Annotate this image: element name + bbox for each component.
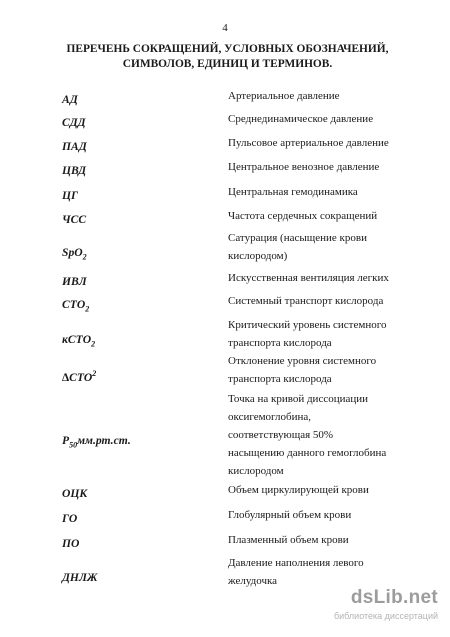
term-definition-line: соответствующая 50% bbox=[228, 429, 334, 441]
term-abbreviation-base: P bbox=[62, 434, 70, 447]
term-definition-line: Сатурация (насыщение крови bbox=[228, 232, 367, 244]
term-definition-line: транспорта кислорода bbox=[228, 337, 332, 349]
term-definition-line: Искусственная вентиляция легких bbox=[228, 272, 389, 284]
term-definition bbox=[228, 158, 423, 176]
term-definition-line: Центральное венозное давление bbox=[228, 161, 380, 173]
term-definition-line: транспорта кислорода bbox=[228, 373, 332, 385]
term-abbreviation-subscript: 2 bbox=[85, 304, 90, 314]
term-definition-line: Глобулярный объем крови bbox=[228, 509, 352, 521]
term-definition-line: Давление наполнения левого bbox=[228, 557, 364, 569]
term-definition-line: Точка на кривой диссоциации bbox=[228, 393, 369, 405]
heading-line: ПЕРЕЧЕНЬ СОКРАЩЕНИЙ, УСЛОВНЫХ ОБОЗНАЧЕНИЙ, bbox=[66, 43, 389, 55]
term-abbreviation: ПО bbox=[62, 537, 80, 550]
term-abbreviation bbox=[62, 298, 212, 313]
term-abbreviation-base: СТО bbox=[62, 298, 86, 311]
page-heading bbox=[40, 42, 415, 72]
term-abbreviation: ОЦК bbox=[62, 487, 88, 500]
term-definition bbox=[228, 531, 423, 549]
heading-line: СИМВОЛОВ, ЕДИНИЦ И ТЕРМИНОВ. bbox=[122, 58, 333, 70]
term-definition-line: Критический уровень системного bbox=[228, 319, 387, 331]
term-definition bbox=[228, 481, 423, 499]
term-definition bbox=[228, 207, 423, 225]
term-definition bbox=[228, 316, 423, 352]
term-definition bbox=[228, 269, 423, 287]
watermark-subtitle: библиотека диссертаций bbox=[333, 611, 438, 621]
term-definition bbox=[228, 506, 423, 524]
watermark bbox=[318, 587, 438, 627]
term-abbreviation: ИВЛ bbox=[62, 275, 87, 288]
term-definition bbox=[228, 390, 423, 480]
term-definition-line: кислородом bbox=[228, 465, 284, 477]
page-number: 4 bbox=[222, 22, 228, 34]
term-definition bbox=[228, 134, 423, 152]
term-abbreviation bbox=[62, 333, 212, 348]
term-definition bbox=[228, 292, 423, 310]
term-abbreviation: АД bbox=[62, 93, 78, 106]
term-definition-line: насыщению данного гемоглобина bbox=[228, 447, 387, 459]
term-definition-line: Среднединамическое давление bbox=[228, 113, 374, 125]
term-definition-line: оксигемоглобина, bbox=[228, 411, 311, 423]
term-abbreviation-base: SpO bbox=[62, 246, 83, 259]
term-definition-line: Плазменный объем крови bbox=[228, 534, 349, 546]
term-abbreviation: ГО bbox=[62, 512, 78, 525]
term-abbreviation-subscript: 2 bbox=[91, 339, 96, 349]
term-abbreviation bbox=[62, 369, 212, 384]
term-abbreviation: ЧСС bbox=[62, 213, 87, 226]
term-abbreviation: ЦГ bbox=[62, 189, 79, 202]
term-abbreviation bbox=[62, 246, 212, 261]
term-abbreviation: СДД bbox=[62, 116, 86, 129]
term-definition-line: Объем циркулирующей крови bbox=[228, 484, 369, 496]
term-definition bbox=[228, 183, 423, 201]
term-definition-line: Системный транспорт кислорода bbox=[228, 295, 384, 307]
term-definition-line: желудочка bbox=[228, 575, 278, 587]
term-abbreviation-units: мм.рт.ст. bbox=[77, 434, 131, 447]
term-abbreviation-base: кСТО bbox=[62, 333, 92, 346]
term-definition-line: Артериальное давление bbox=[228, 90, 340, 102]
term-abbreviation-subscript: 50 bbox=[69, 440, 78, 450]
watermark-logo: dsLib.net bbox=[350, 587, 438, 608]
term-definition-line: Пульсовое артериальное давление bbox=[228, 137, 389, 149]
term-abbreviation: ЦВД bbox=[62, 164, 87, 177]
term-abbreviation: ПАД bbox=[62, 140, 87, 153]
term-definition-line: Частота сердечных сокращений bbox=[228, 210, 378, 222]
term-definition bbox=[228, 229, 423, 265]
term-definition bbox=[228, 554, 423, 590]
term-definition bbox=[228, 352, 423, 388]
term-definition bbox=[228, 87, 423, 105]
term-abbreviation-superscript: 2 bbox=[92, 369, 97, 378]
term-definition-line: Центральная гемодинамика bbox=[228, 186, 358, 198]
term-abbreviation-subscript: 2 bbox=[82, 252, 87, 262]
term-definition bbox=[228, 110, 423, 128]
term-definition-line: Отклонение уровня системного bbox=[228, 355, 377, 367]
term-abbreviation-base: ∆СТО bbox=[62, 370, 93, 384]
term-abbreviation: ДНЛЖ bbox=[62, 571, 98, 584]
term-definition-line: кислородом) bbox=[228, 250, 288, 262]
term-abbreviation bbox=[62, 434, 212, 449]
